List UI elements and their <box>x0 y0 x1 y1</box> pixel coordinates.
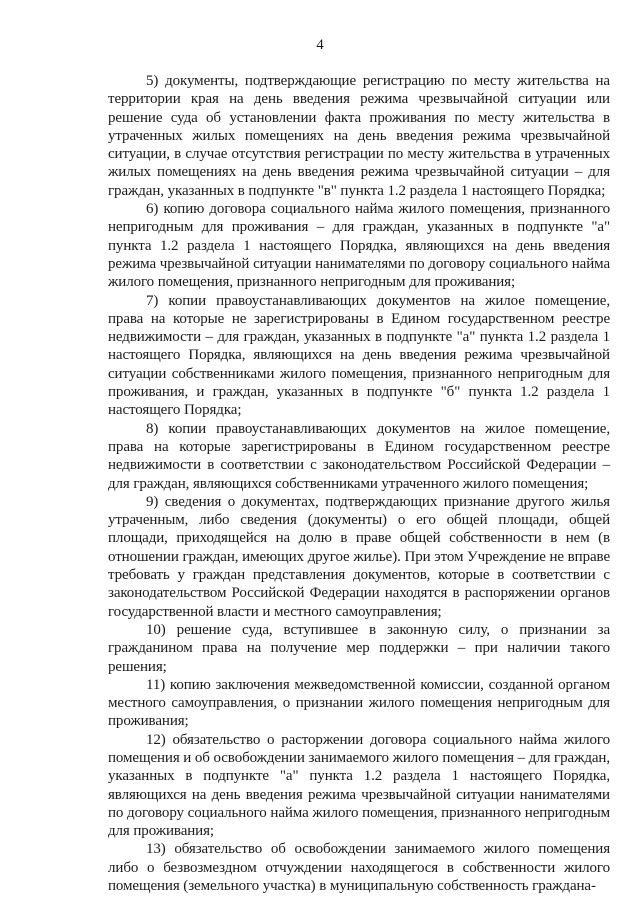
list-item-13: 13) обязательство об освобождении занимаемого жилого помещения либо о безвозмездном отчуждении находящегося в собственности жилого помещения (земельного участка) в муниципальную собственность граждана- <box>108 841 610 895</box>
list-item-10: 10) решение суда, вступившее в законную силу, о признании за гражданином права на получение мер поддержки – при наличии такого решения; <box>108 621 610 675</box>
list-item-5: 5) документы, подтверждающие регистрацию по месту жительства на территории края на день введения режима чрезвычайной ситуации или решение суда об установлении факта проживания по месту жительства в утраченных жилых помещениях на день введения режима чрезвычайной ситуации, в случае отсутствия регистрации по месту жительства в утраченных жилых помещениях на день введения режима чрезвычайной ситуации – для граждан, указанных в подпункте "в" пункта 1.2 раздела 1 настоящего Порядка; <box>108 73 610 199</box>
list-item-12: 12) обязательство о расторжении договора социального найма жилого помещения и об освобождении занимаемого жилого помещения – для граждан, указанных в подпункте "а" пункта 1.2 раздела 1 настоящего Порядка, являющихся на день введения режима чрезвычайной ситуации нанимателями по договору социального найма жилого помещения, признанного непригодным для проживания; <box>108 731 610 840</box>
list-item-7: 7) копии правоустанавливающих документов на жилое помещение, права на которые не зарегистрированы в Едином государственном реестре недвижимости – для граждан, указанных в подпункте "а" пункта 1.2 раздела 1 настоящего Порядка, являющихся на день введения режима чрезвычайной ситуации собственниками жилого помещения, признанного непригодным для проживания, и граждан, указанных в подпункте "б" пункта 1.2 раздела 1 настоящего Порядка; <box>108 292 610 419</box>
page-number: 4 <box>316 37 324 53</box>
list-item-8: 8) копии правоустанавливающих документов на жилое помещение, права на которые зарегистрированы в Едином государственном реестре недвижимости в соответствии с законодательством Российской Федерации – для граждан, являющихся собственниками утраченного жилого помещения; <box>108 420 610 492</box>
list-item-11: 11) копию заключения межведомственной комиссии, созданной органом местного самоуправления, о признании жилого помещения непригодным для проживания; <box>108 676 610 730</box>
list-item-9: 9) сведения о документах, подтверждающих признание другого жилья утраченным, либо сведения (документы) о его общей площади, общей площади, приходящейся на долю в праве общей собственности в нем (в отношении граждан, имеющих другое жилье). При этом Учреждение не вправе требовать у граждан представления документов, которые в соответствии с законодательством Российской Федерации находятся в распоряжении органов государственной власти и местного самоуправления; <box>108 493 610 620</box>
list-item-6: 6) копию договора социального найма жилого помещения, признанного непригодным для проживания – для граждан, указанных в подпункте "а" пункта 1.2 раздела 1 настоящего Порядка, являющихся на день введения режима чрезвычайной ситуации нанимателями по договору социального найма жилого помещения, признанного непригодным для проживания; <box>108 201 610 291</box>
document-body <box>108 72 610 895</box>
